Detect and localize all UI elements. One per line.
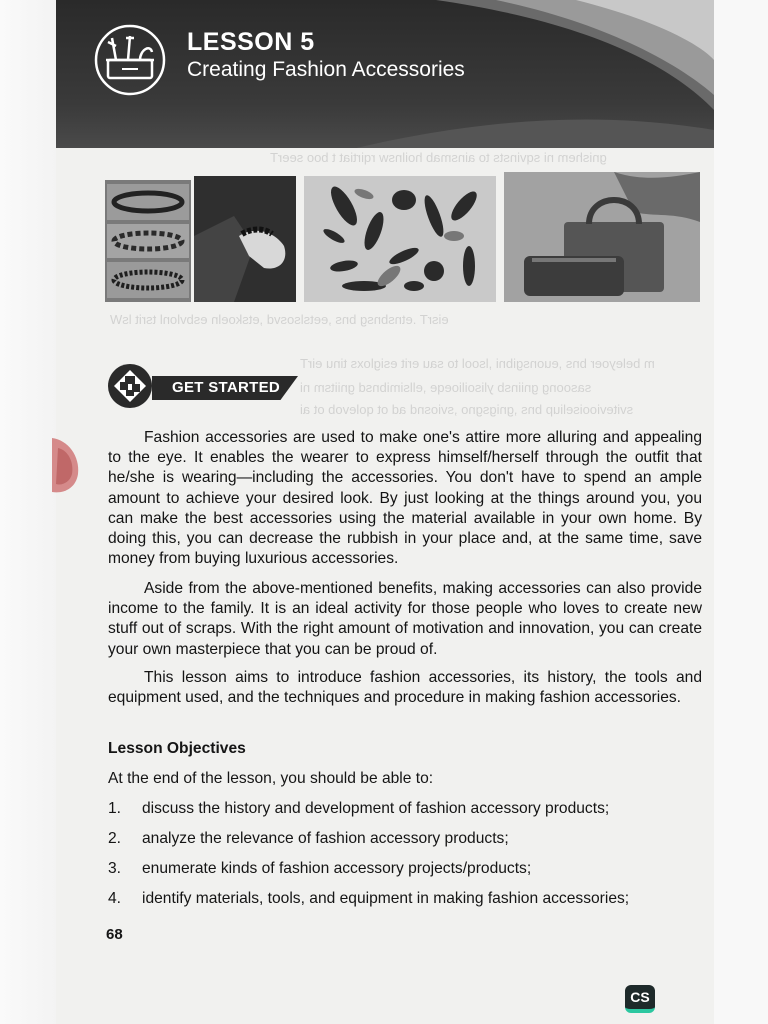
lesson-number: LESSON 5 — [187, 28, 315, 56]
objective-number: 2. — [108, 830, 122, 847]
bleed-through-text: gnishem ni sqvinsts to ainsmab hoilnsw rqirtiat t boo seerT — [270, 150, 607, 165]
objective-text: identify materials, tools, and equipment in making fashion accessories; — [142, 890, 630, 907]
puzzle-icon — [106, 362, 154, 410]
objective-item — [108, 890, 629, 908]
objective-item — [108, 830, 509, 848]
objective-number: 3. — [108, 860, 122, 877]
objective-text: enumerate kinds of fashion accessory projects/products; — [142, 860, 532, 877]
bleed-through-text: sasoong gniinsb ylisoilioeqe ,ellsimibnsd gniitsm ni — [300, 380, 592, 395]
objective-text: analyze the relevance of fashion accessory products; — [142, 830, 509, 847]
page-margin-right — [714, 0, 768, 1024]
handbag-photo — [504, 172, 700, 302]
wrist-bracelet-photo — [194, 176, 296, 302]
objective-number: 4. — [108, 890, 122, 907]
page-number: 68 — [106, 926, 123, 943]
lesson-title: Creating Fashion Accessories — [187, 58, 465, 81]
intro-paragraph-1: Fashion accessories are used to make one's attire more alluring and appealing to the eye. It enables the wearer to express himself/herself through the outfit that he/she is wearing—including the accessories. You don't have to spend an ample amount to achieve your desired look. By just looking at the things around you, you can make the best accessories using the material available in your own home. By doing this, you can decrease the rubbish in your place and, at the same time, save money from buying luxurious accessories. — [108, 429, 702, 568]
thumb-photo-artifact — [52, 434, 82, 496]
bleed-through-text: eisrT .etnsbnsg bns ,eetslsosvd ,etskoeln esbvlonl tsrit lsW — [110, 312, 449, 327]
get-started-label: GET STARTED — [172, 379, 281, 396]
objective-item — [108, 800, 609, 818]
intro-paragraph-3: This lesson aims to introduce fashion accessories, its history, the tools and equipment used, and the techniques and procedure in making fashion accessories. — [108, 669, 702, 707]
bleed-through-text: sviteviooiseliup bns ,gnigsgno ,sviosnd ad ot qolevob ot ai — [300, 402, 634, 417]
objectives-intro: At the end of the lesson, you should be able to: — [108, 770, 434, 787]
intro-paragraph-2: Aside from the above-mentioned benefits, making accessories can also provide income to the family. It is an ideal activity for those people who loves to create new stuff out of scraps. With the right amount of motivation and innovation, you can create your own masterpiece that you can be proud of. — [108, 580, 702, 658]
page-margin-left — [0, 0, 56, 1024]
objectives-heading: Lesson Objectives — [108, 740, 246, 757]
objective-item — [108, 860, 531, 878]
hair-clips-photo — [304, 176, 496, 302]
toolbox-icon — [92, 22, 168, 98]
camscanner-badge: CS — [625, 985, 655, 1013]
bracelets-photo — [105, 180, 191, 302]
objective-text: discuss the history and development of fashion accessory products; — [142, 800, 610, 817]
bleed-through-text: m beleyoer bns ,euonsgibni ,lsool to sau erit esigloxs tinu eirT — [300, 356, 655, 371]
objective-number: 1. — [108, 800, 122, 817]
